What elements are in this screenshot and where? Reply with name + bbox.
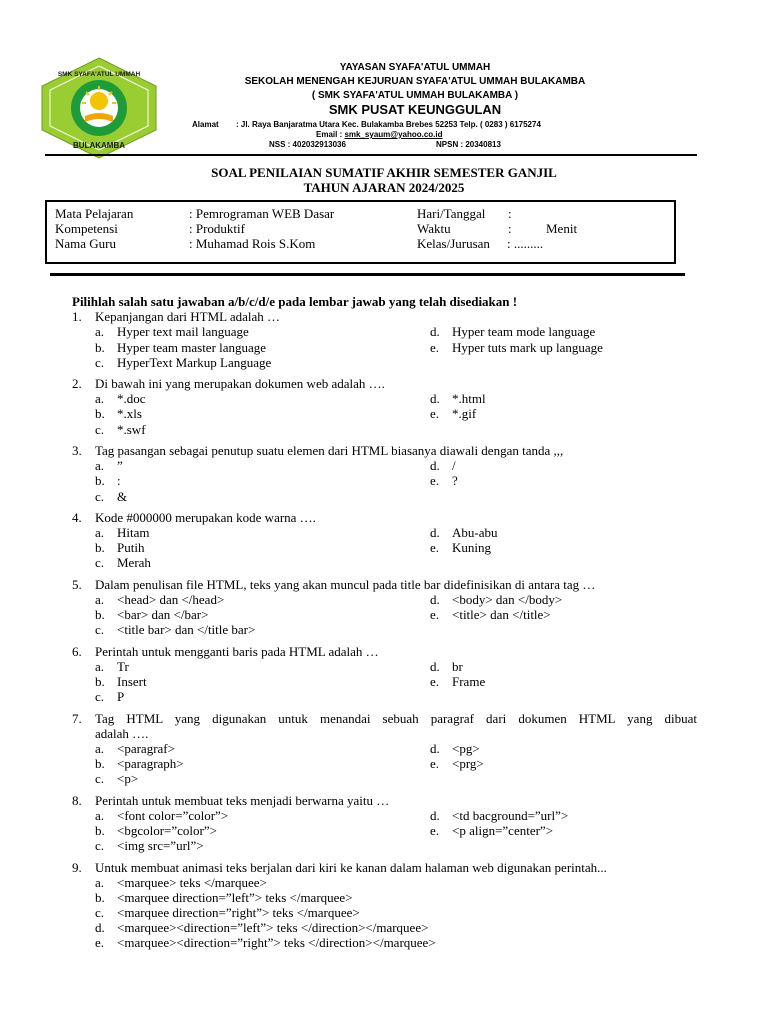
- option-c[interactable]: <img src=”url”>: [117, 838, 204, 853]
- option-letter-d: d.: [430, 458, 440, 473]
- option-e[interactable]: <marquee><direction=”right”> teks </direction></marquee>: [117, 935, 436, 950]
- option-row: [0, 340, 768, 356]
- exam-title: SOAL PENILAIAN SUMATIF AKHIR SEMESTER GANJIL: [211, 165, 557, 180]
- option-letter-c: c.: [95, 422, 105, 437]
- option-letter-c: c.: [95, 622, 105, 637]
- option-letter-d: d.: [95, 920, 105, 935]
- option-letter-a: a.: [95, 875, 105, 890]
- option-letter-c: c.: [95, 689, 105, 704]
- option-letter-b: b.: [95, 406, 105, 421]
- question-7: [0, 711, 768, 727]
- class-value: : .........: [507, 236, 544, 251]
- address-value: : Jl. Raya Banjaratma Utara Kec. Bulakamba Brebes 52253 Telp. ( 0283 ) 6175274: [236, 120, 541, 129]
- question-text: Perintah untuk mengganti baris pada HTML adalah …: [95, 644, 379, 659]
- option-e[interactable]: <prg>: [452, 756, 484, 771]
- option-letter-a: a.: [95, 458, 105, 473]
- option-b[interactable]: :: [117, 473, 121, 488]
- email-label: Email :: [316, 130, 345, 139]
- option-e[interactable]: ?: [452, 473, 458, 488]
- option-a[interactable]: <paragraf>: [117, 741, 175, 756]
- question-6: [0, 644, 768, 660]
- option-row: [0, 489, 768, 505]
- option-letter-e: e.: [430, 823, 440, 838]
- option-a[interactable]: <marquee> teks </marquee>: [117, 875, 267, 890]
- question-text: Di bawah ini yang merupakan dokumen web adalah ….: [95, 376, 385, 391]
- option-d[interactable]: *.html: [452, 391, 486, 406]
- option-letter-e: e.: [430, 607, 440, 622]
- npsn-number: NPSN : 20340813: [436, 140, 501, 149]
- option-row: [0, 622, 768, 638]
- question-text: Dalam penulisan file HTML, teks yang akan muncul pada title bar didefinisikan di antara tag …: [95, 577, 596, 592]
- competency-label: Kompetensi: [55, 221, 118, 236]
- option-row: [0, 355, 768, 371]
- school-logo: [38, 56, 160, 160]
- question-number: 9.: [72, 860, 82, 875]
- option-d[interactable]: Hyper team mode language: [452, 324, 596, 339]
- day-label: Hari/Tanggal: [417, 206, 486, 221]
- question-number: 5.: [72, 577, 82, 592]
- question-3: [0, 443, 768, 459]
- option-b[interactable]: <bar> dan </bar>: [117, 607, 209, 622]
- day-value: :: [508, 206, 512, 221]
- option-letter-a: a.: [95, 808, 105, 823]
- question-8: [0, 793, 768, 809]
- option-row: [0, 406, 768, 422]
- option-e[interactable]: <title> dan </title>: [452, 607, 551, 622]
- address-label: Alamat: [192, 120, 219, 129]
- option-letter-b: b.: [95, 540, 105, 555]
- question-number: 7.: [72, 711, 82, 726]
- option-letter-b: b.: [95, 340, 105, 355]
- time-label: Waktu: [417, 221, 451, 236]
- option-e[interactable]: Kuning: [452, 540, 491, 555]
- school-abbr: ( SMK SYAFA'ATUL UMMAH BULAKAMBA ): [311, 90, 519, 101]
- option-row: [0, 920, 768, 936]
- option-e[interactable]: *.gif: [452, 406, 477, 421]
- option-a[interactable]: <font color=”color”>: [117, 808, 229, 823]
- option-b[interactable]: <paragraph>: [117, 756, 184, 771]
- option-d[interactable]: <td bacground=”url”>: [452, 808, 569, 823]
- info-divider: [50, 273, 685, 276]
- option-c[interactable]: <p>: [117, 771, 139, 786]
- option-b[interactable]: Insert: [117, 674, 147, 689]
- option-row: [0, 473, 768, 489]
- foundation-name: YAYASAN SYAFA'ATUL UMMAH: [339, 62, 491, 73]
- option-letter-e: e.: [430, 473, 440, 488]
- option-row: [0, 935, 768, 951]
- school-tagline: SMK PUSAT KEUNGGULAN: [328, 102, 502, 117]
- option-c[interactable]: <title bar> dan </title bar>: [117, 622, 256, 637]
- option-d[interactable]: Abu-abu: [452, 525, 498, 540]
- option-row: [0, 391, 768, 407]
- option-letter-d: d.: [430, 592, 440, 607]
- question-5: [0, 577, 768, 593]
- class-label: Kelas/Jurusan: [417, 236, 490, 251]
- option-letter-d: d.: [430, 525, 440, 540]
- option-letter-c: c.: [95, 905, 105, 920]
- option-row: [0, 540, 768, 556]
- option-letter-e: e.: [430, 406, 440, 421]
- option-b[interactable]: <bgcolor=”color”>: [117, 823, 217, 838]
- option-d[interactable]: <pg>: [452, 741, 480, 756]
- teacher-value: : Muhamad Rois S.Kom: [189, 236, 316, 251]
- logo-bottom-text: BULAKAMBA: [73, 141, 125, 150]
- option-row: [0, 458, 768, 474]
- question-text: Kepanjangan dari HTML adalah …: [95, 309, 281, 324]
- option-row: [0, 756, 768, 772]
- option-row: [0, 525, 768, 541]
- option-c[interactable]: <marquee direction=”right”> teks </marquee>: [117, 905, 360, 920]
- option-a[interactable]: Hyper text mail language: [117, 324, 249, 339]
- option-letter-e: e.: [430, 540, 440, 555]
- question-number: 2.: [72, 376, 82, 391]
- option-a[interactable]: <head> dan </head>: [117, 592, 225, 607]
- option-row: [0, 555, 768, 571]
- option-letter-b: b.: [95, 674, 105, 689]
- option-letter-b: b.: [95, 756, 105, 771]
- option-c[interactable]: *.swf: [117, 422, 146, 437]
- option-b[interactable]: Putih: [117, 540, 145, 555]
- option-letter-d: d.: [430, 391, 440, 406]
- instruction-text: Pilihlah salah satu jawaban a/b/c/d/e pada lembar jawab yang telah disediakan !: [72, 294, 518, 309]
- option-row: [0, 659, 768, 675]
- option-letter-e: e.: [430, 756, 440, 771]
- question-9: [0, 860, 768, 876]
- question-7-continued: [0, 726, 768, 742]
- question-1: [0, 309, 768, 325]
- option-letter-d: d.: [430, 324, 440, 339]
- option-a[interactable]: ”: [117, 458, 123, 473]
- question-text: Untuk membuat animasi teks berjalan dari kiri ke kanan dalam halaman web digunakan perintah...: [95, 860, 607, 875]
- option-letter-b: b.: [95, 607, 105, 622]
- question-2: [0, 376, 768, 392]
- option-letter-e: e.: [430, 340, 440, 355]
- option-letter-d: d.: [430, 741, 440, 756]
- option-letter-c: c.: [95, 489, 105, 504]
- option-row: [0, 890, 768, 906]
- option-row: [0, 689, 768, 705]
- option-e[interactable]: Frame: [452, 674, 486, 689]
- option-letter-a: a.: [95, 324, 105, 339]
- option-d[interactable]: <body> dan </body>: [452, 592, 563, 607]
- option-row: [0, 808, 768, 824]
- question-number: 8.: [72, 793, 82, 808]
- exam-info-box: [45, 200, 676, 264]
- option-row: [0, 324, 768, 340]
- option-row: [0, 741, 768, 757]
- time-colon: :: [508, 221, 512, 236]
- time-unit: Menit: [546, 221, 578, 236]
- option-a[interactable]: *.doc: [117, 391, 146, 406]
- option-d[interactable]: br: [452, 659, 463, 674]
- option-d[interactable]: <marquee><direction=”left”> teks </direction></marquee>: [117, 920, 429, 935]
- option-letter-a: a.: [95, 525, 105, 540]
- option-c[interactable]: HyperText Markup Language: [117, 355, 272, 370]
- email-line: [316, 130, 443, 139]
- option-letter-e: e.: [95, 935, 105, 950]
- question-number: 1.: [72, 309, 82, 324]
- competency-value: : Produktif: [189, 221, 245, 236]
- option-row: [0, 422, 768, 438]
- option-letter-c: c.: [95, 555, 105, 570]
- option-d[interactable]: /: [452, 458, 456, 473]
- option-row: [0, 838, 768, 854]
- option-c[interactable]: P: [117, 689, 125, 704]
- question-text-continued: adalah ….: [95, 726, 149, 741]
- option-b[interactable]: Hyper team master language: [117, 340, 267, 355]
- option-letter-c: c.: [95, 838, 105, 853]
- option-letter-a: a.: [95, 391, 105, 406]
- email-link[interactable]: smk_syaum@yahoo.co.id: [344, 130, 443, 139]
- subject-value: : Pemrograman WEB Dasar: [189, 206, 335, 221]
- question-text: Tag HTML yang digunakan untuk menandai sebuah paragraf dari dokumen HTML yang dibuat: [95, 711, 697, 726]
- option-e[interactable]: Hyper tuts mark up language: [452, 340, 603, 355]
- question-text: Kode #000000 merupakan kode warna ….: [95, 510, 316, 525]
- option-a[interactable]: Hitam: [117, 525, 150, 540]
- option-row: [0, 905, 768, 921]
- option-letter-b: b.: [95, 473, 105, 488]
- question-number: 4.: [72, 510, 82, 525]
- subject-label: Mata Pelajaran: [55, 206, 134, 221]
- option-letter-a: a.: [95, 592, 105, 607]
- option-letter-d: d.: [430, 808, 440, 823]
- academic-year: TAHUN AJARAN 2024/2025: [303, 180, 465, 195]
- option-letter-c: c.: [95, 771, 105, 786]
- option-a[interactable]: Tr: [117, 659, 129, 674]
- logo-top-text: SMK SYAFA'ATUL UMMAH: [57, 71, 141, 78]
- question-text: Tag pasangan sebagai penutup suatu elemen dari HTML biasanya diawali dengan tanda ,,,: [95, 443, 564, 458]
- option-letter-e: e.: [430, 674, 440, 689]
- option-row: [0, 823, 768, 839]
- school-name: SEKOLAH MENENGAH KEJURUAN SYAFA'ATUL UMMAH BULAKAMBA: [244, 76, 586, 87]
- option-row: [0, 771, 768, 787]
- option-row: [0, 607, 768, 623]
- question-number: 3.: [72, 443, 82, 458]
- option-e[interactable]: <p align=”center”>: [452, 823, 554, 838]
- teacher-label: Nama Guru: [55, 236, 117, 251]
- option-row: [0, 875, 768, 891]
- option-letter-b: b.: [95, 890, 105, 905]
- question-4: [0, 510, 768, 526]
- option-letter-a: a.: [95, 741, 105, 756]
- option-b[interactable]: *.xls: [117, 406, 142, 421]
- question-text: Perintah untuk membuat teks menjadi berwarna yaitu …: [95, 793, 390, 808]
- option-letter-c: c.: [95, 355, 105, 370]
- option-letter-b: b.: [95, 823, 105, 838]
- nss-number: NSS : 402032913036: [269, 140, 346, 149]
- question-number: 6.: [72, 644, 82, 659]
- option-letter-a: a.: [95, 659, 105, 674]
- option-row: [0, 592, 768, 608]
- option-b[interactable]: <marquee direction=”left”> teks </marquee>: [117, 890, 353, 905]
- option-row: [0, 674, 768, 690]
- letterhead-divider: [45, 154, 697, 156]
- option-c[interactable]: &: [117, 489, 128, 504]
- option-c[interactable]: Merah: [117, 555, 151, 570]
- option-letter-d: d.: [430, 659, 440, 674]
